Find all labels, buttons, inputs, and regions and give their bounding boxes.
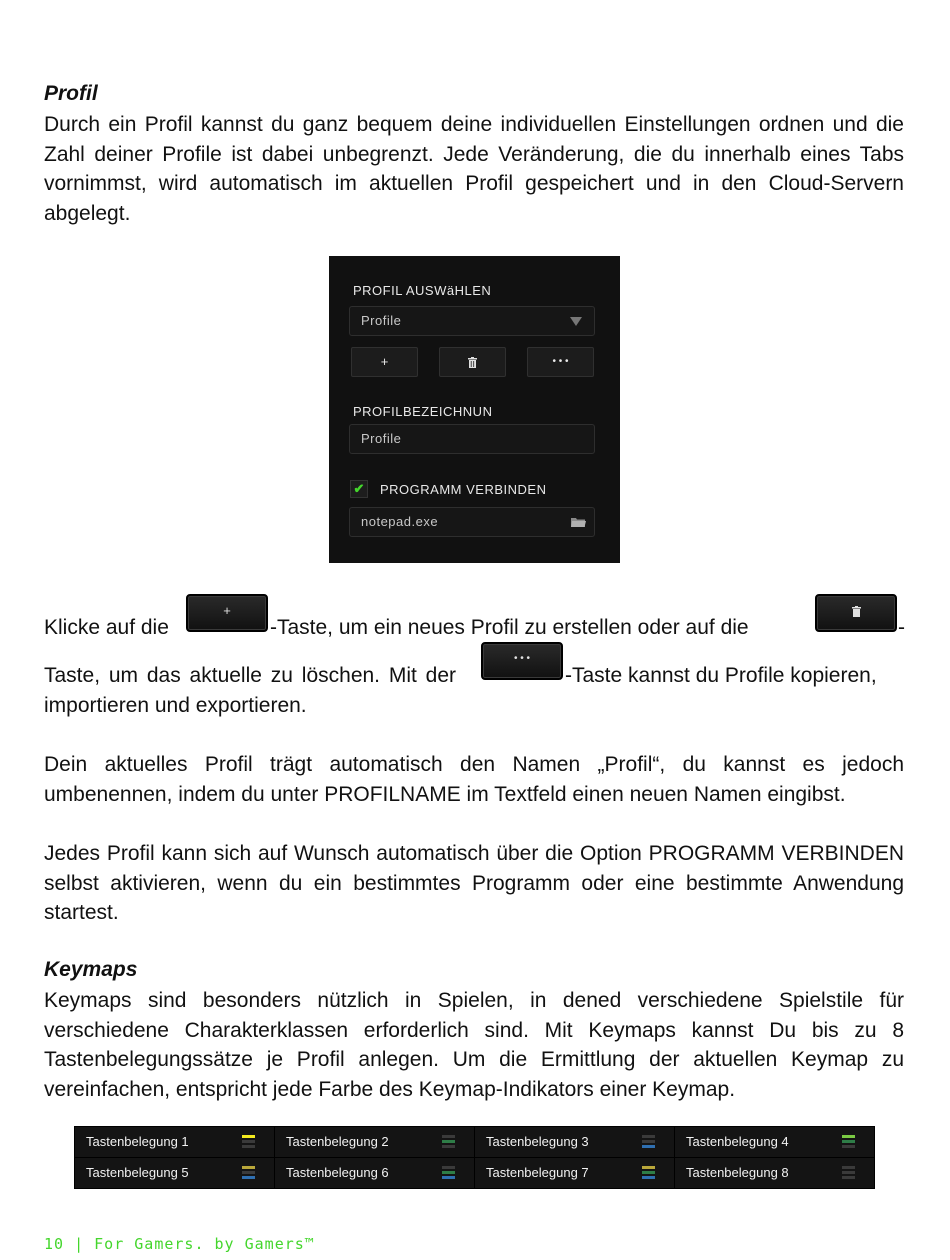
keymap-item[interactable] [675,1158,874,1188]
keymap-label: Tastenbelegung 2 [286,1134,389,1149]
keymap-item[interactable] [75,1158,274,1188]
page-footer: 10 | For Gamers. by Gamers™ [44,1235,315,1253]
keymap-label: Tastenbelegung 3 [486,1134,589,1149]
profile-name-label: PROFILBEZEICHNUN [353,404,493,419]
more-options-button[interactable]: • • • [527,347,594,377]
text-klicke: Klicke auf die [44,616,169,639]
keymap-label: Tastenbelegung 5 [86,1165,189,1180]
keymap-item[interactable] [475,1127,674,1157]
profile-panel [329,256,620,563]
folder-icon[interactable] [571,517,586,528]
program-path-input[interactable] [349,507,595,537]
keymap-label: Tastenbelegung 6 [286,1165,389,1180]
profile-select[interactable] [349,306,595,336]
keymap-indicator-icon [242,1135,255,1149]
link-program-checkbox[interactable]: ✔ [350,480,368,498]
keymap-label: Tastenbelegung 7 [486,1165,589,1180]
inline-add-button: + [186,594,268,632]
link-program-label: PROGRAMM VERBINDEN [380,482,547,497]
keymap-item[interactable] [475,1158,674,1188]
profile-name-input[interactable]: Profile [349,424,595,454]
program-path-value: notepad.exe [361,514,439,529]
inline-more-button: • • • [481,642,563,680]
keymap-label: Tastenbelegung 8 [686,1165,789,1180]
keymap-indicator-icon [842,1135,855,1149]
keymap-item[interactable] [275,1158,474,1188]
keymap-indicator-icon [242,1166,255,1180]
section-heading-profil: Profil [44,82,98,105]
chevron-down-icon [570,317,582,326]
keymap-item[interactable] [75,1127,274,1157]
keymap-indicator-icon [442,1166,455,1180]
text-taste-kopieren: -Taste kannst du Profile kopieren, [565,664,877,687]
text-importieren: importieren und exportieren. [44,694,307,717]
keymap-indicator-icon [442,1135,455,1149]
keymap-label: Tastenbelegung 4 [686,1134,789,1149]
keymap-indicator-icon [642,1135,655,1149]
keymaps-paragraph: Keymaps sind besonders nützlich in Spielen, in dened verschiedene Spielstile für verschiedene Charakterklassen erforderlich sind. Mit Keymaps kannst Du bis zu 8 Tastenbelegungssätze je Profil anlegen. Um die Ermittlung der aktuellen Keymap zu vereinfachen, entspricht jede Farbe des Keymap-Indikators einer Keymap. [44,989,904,1101]
trash-icon [852,606,861,617]
keymap-table [74,1126,875,1189]
profile-select-label: PROFIL AUSWäHLEN [353,283,492,298]
profile-select-value: Profile [361,313,402,328]
section-heading-keymaps: Keymaps [44,958,138,981]
keymap-item[interactable] [275,1127,474,1157]
text-taste-neu: -Taste, um ein neues Profil zu erstellen oder auf die [270,616,749,639]
keymap-indicator-icon [842,1166,855,1180]
delete-profile-button[interactable] [439,347,506,377]
keymap-label: Tastenbelegung 1 [86,1134,189,1149]
keymap-item[interactable] [675,1127,874,1157]
add-profile-button[interactable]: + [351,347,418,377]
profil-paragraph: Durch ein Profil kannst du ganz bequem deine individuellen Einstellungen ordnen und die Zahl deiner Profile ist dabei unbegrenzt. Jede Veränderung, die du innerhalb eines Tabs vornimmst, wird automatisch im aktuellen Profil gespeichert und in den Cloud-Servern abgelegt. [44,113,904,225]
program-link-paragraph: Jedes Profil kann sich auf Wunsch automatisch über die Option PROGRAMM VERBINDEN selbst aktivieren, wenn du ein bestimmtes Programm oder eine bestimmte Anwendung startest. [44,842,904,924]
keymap-indicator-icon [642,1166,655,1180]
inline-delete-button [815,594,897,632]
text-dash: - [898,616,905,639]
profile-name-paragraph: Dein aktuelles Profil trägt automatisch den Namen „Profil“, du kannst es jedoch umbenennen, indem du unter PROFILNAME im Textfeld einen neuen Namen eingibst. [44,753,904,806]
trash-icon [468,357,477,368]
text-taste-loeschen: Taste, um das aktuelle zu löschen. Mit der [44,664,457,687]
